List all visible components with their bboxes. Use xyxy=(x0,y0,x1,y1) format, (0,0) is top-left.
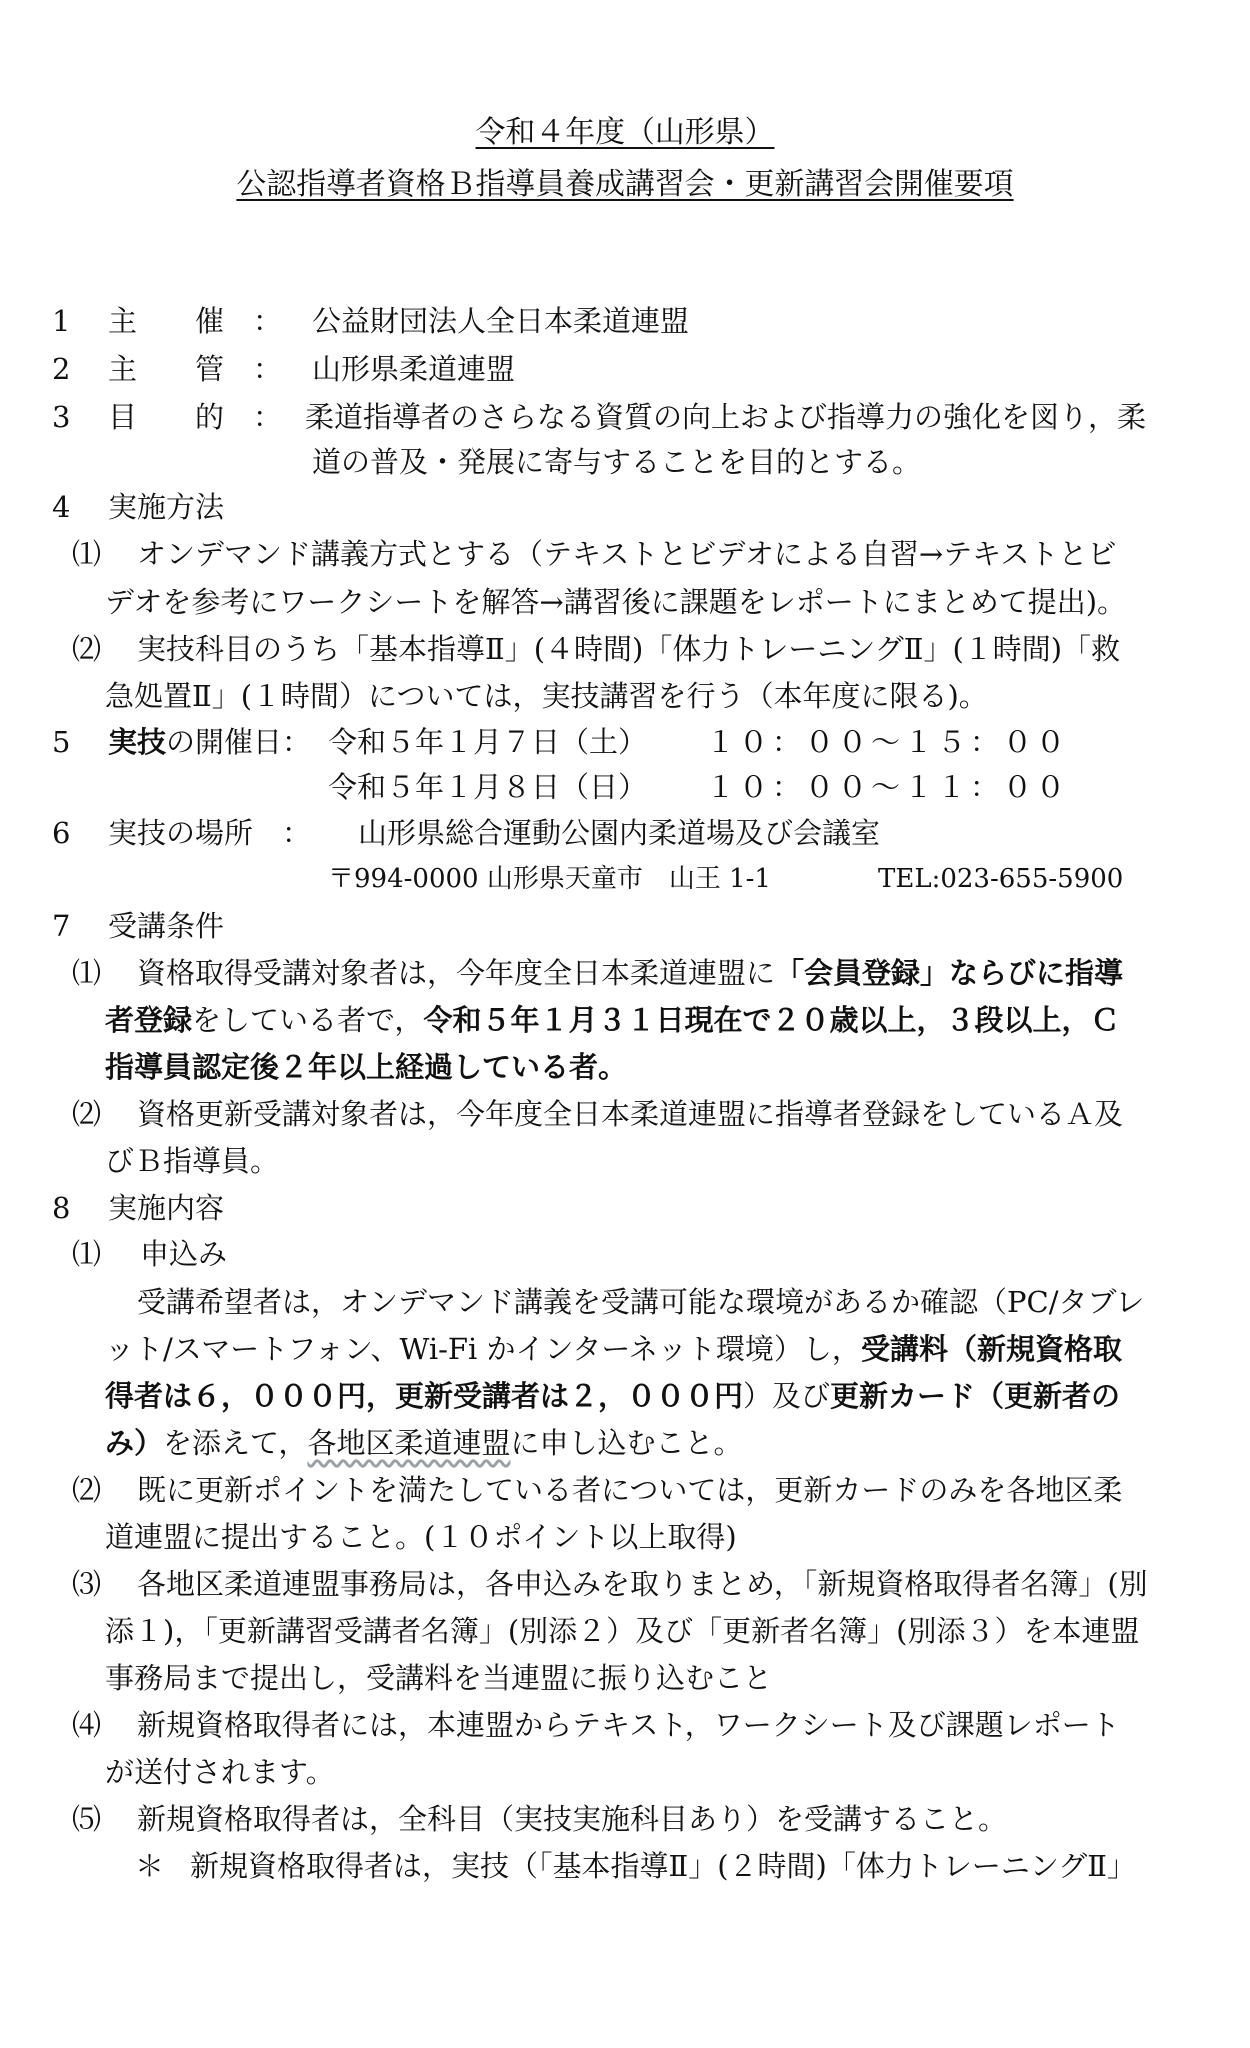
contents-item3-line1: 各地区柔道連盟事務局は，各申込みを取りまとめ，「新規資格取得者名簿」(別 xyxy=(137,1567,1148,1601)
section-number: 6 xyxy=(52,816,71,850)
eligibility-item1-line3: 指導員認定後２年以上経過している者。 xyxy=(105,1050,628,1084)
section-heading: 受講条件 xyxy=(108,909,225,943)
item-mark: ⑴ xyxy=(72,956,102,990)
application-heading: 申込み xyxy=(140,1237,228,1271)
section-label: 主 催 ： xyxy=(108,304,283,338)
item-mark: ⑴ xyxy=(72,537,102,571)
item-mark: ⑵ xyxy=(72,632,102,666)
section-number: 5 xyxy=(52,725,71,759)
section-value: 山形県柔道連盟 xyxy=(312,352,516,386)
document-title-line1: 令和４年度（山形県） xyxy=(475,115,775,150)
contents-item4-line1: 新規資格取得者には，本連盟からテキスト，ワークシート及び課題レポート xyxy=(137,1708,1120,1742)
document-title-line2: 公認指導者資格Ｂ指導員養成講習会・更新講習会開催要項 xyxy=(236,167,1014,202)
contents-item2-line2: 道連盟に提出すること。(１０ポイント以上取得) xyxy=(105,1520,737,1554)
eligibility-item1-line2: 者登録をしている者で，令和５年１月３１日現在で２０歳以上，３段以上，Ｃ xyxy=(105,1003,1120,1037)
section-heading: 実施内容 xyxy=(108,1191,225,1225)
item-mark: ⑶ xyxy=(72,1567,102,1601)
eligibility-item2-line2: びＢ指導員。 xyxy=(105,1144,280,1178)
section-heading: 実施方法 xyxy=(108,490,225,524)
date-day2: 令和５年１月８日（日） xyxy=(328,770,648,804)
section-label: 目 的 ： xyxy=(108,400,283,434)
date-day1: 令和５年１月７日（土） xyxy=(328,725,648,759)
application-line2: ット/スマートフォン、Wi-Fi かインターネット環境）し，受講料（新規資格取 xyxy=(105,1332,1122,1366)
item-mark: ⑵ xyxy=(72,1473,102,1507)
section-label: 実技の開催日： xyxy=(108,725,312,759)
purpose-line1: 柔道指導者のさらなる資質の向上および指導力の強化を図り，柔 xyxy=(305,400,1147,434)
contents-item5-line1: 新規資格取得者は，全科目（実技実施科目あり）を受講すること。 xyxy=(137,1802,1008,1836)
venue-name: 山形県総合運動公園内柔道場及び会議室 xyxy=(358,816,881,850)
item-mark: ⑵ xyxy=(72,1097,102,1131)
method-item1-line1: オンデマンド講義方式とする（テキストとビデオによる自習→テキストとビ xyxy=(137,537,1117,571)
note-asterisk: ＊ xyxy=(135,1849,165,1883)
time-day2: １０：００〜１１：００ xyxy=(706,770,1070,804)
section-number: 4 xyxy=(52,490,71,524)
section-number: 8 xyxy=(52,1191,71,1225)
section-label: 主 管 ： xyxy=(108,352,283,386)
application-line1: 受講希望者は，オンデマンド講義を受講可能な環境があるか確認（PC/タブレ xyxy=(137,1285,1145,1319)
contents-item2-line1: 既に更新ポイントを満たしている者については，更新カードのみを各地区柔 xyxy=(137,1473,1123,1507)
venue-address: 〒994-0000 山形県天童市 山王 1-1 xyxy=(328,864,771,894)
item-mark: ⑷ xyxy=(72,1708,102,1742)
time-day1: １０：００〜１５：００ xyxy=(706,725,1070,759)
contents-item3-line2: 添１)，「更新講習受講者名簿」(別添２）及び「更新者名簿」(別添３）を本連盟 xyxy=(105,1614,1140,1648)
eligibility-item2-line1: 資格更新受講対象者は，今年度全日本柔道連盟に指導者登録をしているＡ及 xyxy=(137,1097,1124,1131)
purpose-line2: 道の普及・発展に寄与することを目的とする。 xyxy=(312,445,922,479)
note-line1: 新規資格取得者は，実技（「基本指導Ⅱ」(２時間)「体力トレーニングⅡ」 xyxy=(190,1849,1136,1883)
item-mark: ⑸ xyxy=(72,1802,102,1836)
method-item2-line1: 実技科目のうち「基本指導Ⅱ」(４時間)「体力トレーニングⅡ」(１時間)「救 xyxy=(137,632,1121,666)
item-mark: ⑴ xyxy=(72,1237,102,1271)
application-line3: 得者は６，０００円，更新受講者は２，０００円）及び更新カード（更新者の xyxy=(105,1379,1121,1413)
section-number: 2 xyxy=(52,352,71,386)
section-label: 実技の場所 ： xyxy=(108,816,312,850)
method-item2-line2: 急処置Ⅱ」(１時間）については，実技講習を行う（本年度に限る)。 xyxy=(105,679,988,713)
contents-item4-line2: が送付されます。 xyxy=(105,1755,335,1789)
section-value: 公益財団法人全日本柔道連盟 xyxy=(312,304,690,338)
venue-tel: TEL:023-655-5900 xyxy=(878,864,1124,894)
section-number: 3 xyxy=(52,400,71,434)
eligibility-item1-line1: 資格取得受講対象者は，今年度全日本柔道連盟に「会員登録」ならびに指導 xyxy=(137,956,1124,990)
section-number: 1 xyxy=(52,304,71,338)
contents-item3-line3: 事務局まで提出し，受講料を当連盟に振り込むこと xyxy=(105,1661,773,1695)
section-number: 7 xyxy=(52,909,71,943)
application-line4: み）を添えて，各地区柔道連盟に申し込むこと。 xyxy=(105,1426,743,1460)
method-item1-line2: デオを参考にワークシートを解答→講習後に課題をレポートにまとめて提出)。 xyxy=(105,585,1127,619)
